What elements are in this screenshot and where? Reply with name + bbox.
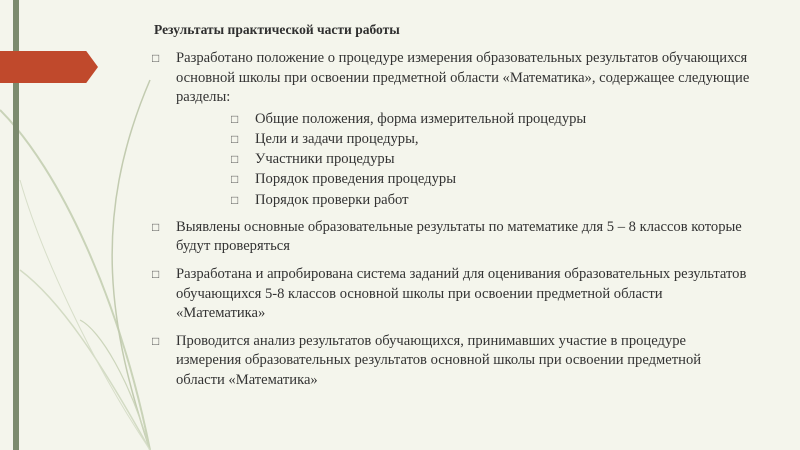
- square-bullet-icon: □: [231, 111, 239, 126]
- sub-list-item: [231, 109, 752, 129]
- sub-list-item: [231, 169, 752, 189]
- square-bullet-icon: □: [152, 333, 160, 348]
- sub-list-item-text: Участники процедуры: [255, 151, 395, 168]
- list-item-text: Выявлены основные образовательные результаты по математике для 5 – 8 классов которые будут проверяться: [176, 218, 742, 255]
- slide-content: [152, 22, 752, 399]
- sub-list-item-text: Цели и задачи процедуры,: [255, 130, 419, 147]
- square-bullet-icon: □: [231, 152, 239, 167]
- square-bullet-icon: □: [152, 51, 160, 65]
- slide-title: Результаты практической части работы: [154, 22, 400, 37]
- sub-list: [176, 109, 752, 210]
- list-item: [152, 265, 752, 324]
- sub-list-item: [231, 190, 752, 210]
- sub-list-item-text: Порядок проведения процедуры: [255, 171, 457, 188]
- sub-list-item: [231, 129, 752, 149]
- list-item: [152, 218, 752, 257]
- square-bullet-icon: □: [152, 219, 160, 234]
- list-item-text: Разработано положение о процедуре измерения образовательных результатов обучающихся основной школы при освоении предметной области «Математика», содержащее следующие разделы:: [176, 50, 750, 106]
- sub-list-item-text: Общие положения, форма измерительной процедуры: [255, 110, 587, 127]
- square-bullet-icon: □: [152, 266, 160, 281]
- list-item-text: Проводится анализ результатов обучающихся, принимавших участие в процедуре измерения образовательных результатов основной школы при освоении предметной области «Математика»: [176, 332, 702, 388]
- red-arrow-tab: [0, 51, 98, 83]
- sub-list-item: [231, 149, 752, 169]
- square-bullet-icon: □: [231, 172, 239, 187]
- list-item: [152, 332, 752, 391]
- list-item-text: Разработана и апробирована система заданий для оценивания образовательных результатов обучающихся 5-8 классов основной школы при освоении предметной области «Математика»: [176, 265, 747, 322]
- square-bullet-icon: □: [231, 192, 239, 207]
- sub-list-item-text: Порядок проверки работ: [255, 191, 409, 208]
- list-item: [152, 49, 752, 210]
- square-bullet-icon: □: [231, 131, 239, 146]
